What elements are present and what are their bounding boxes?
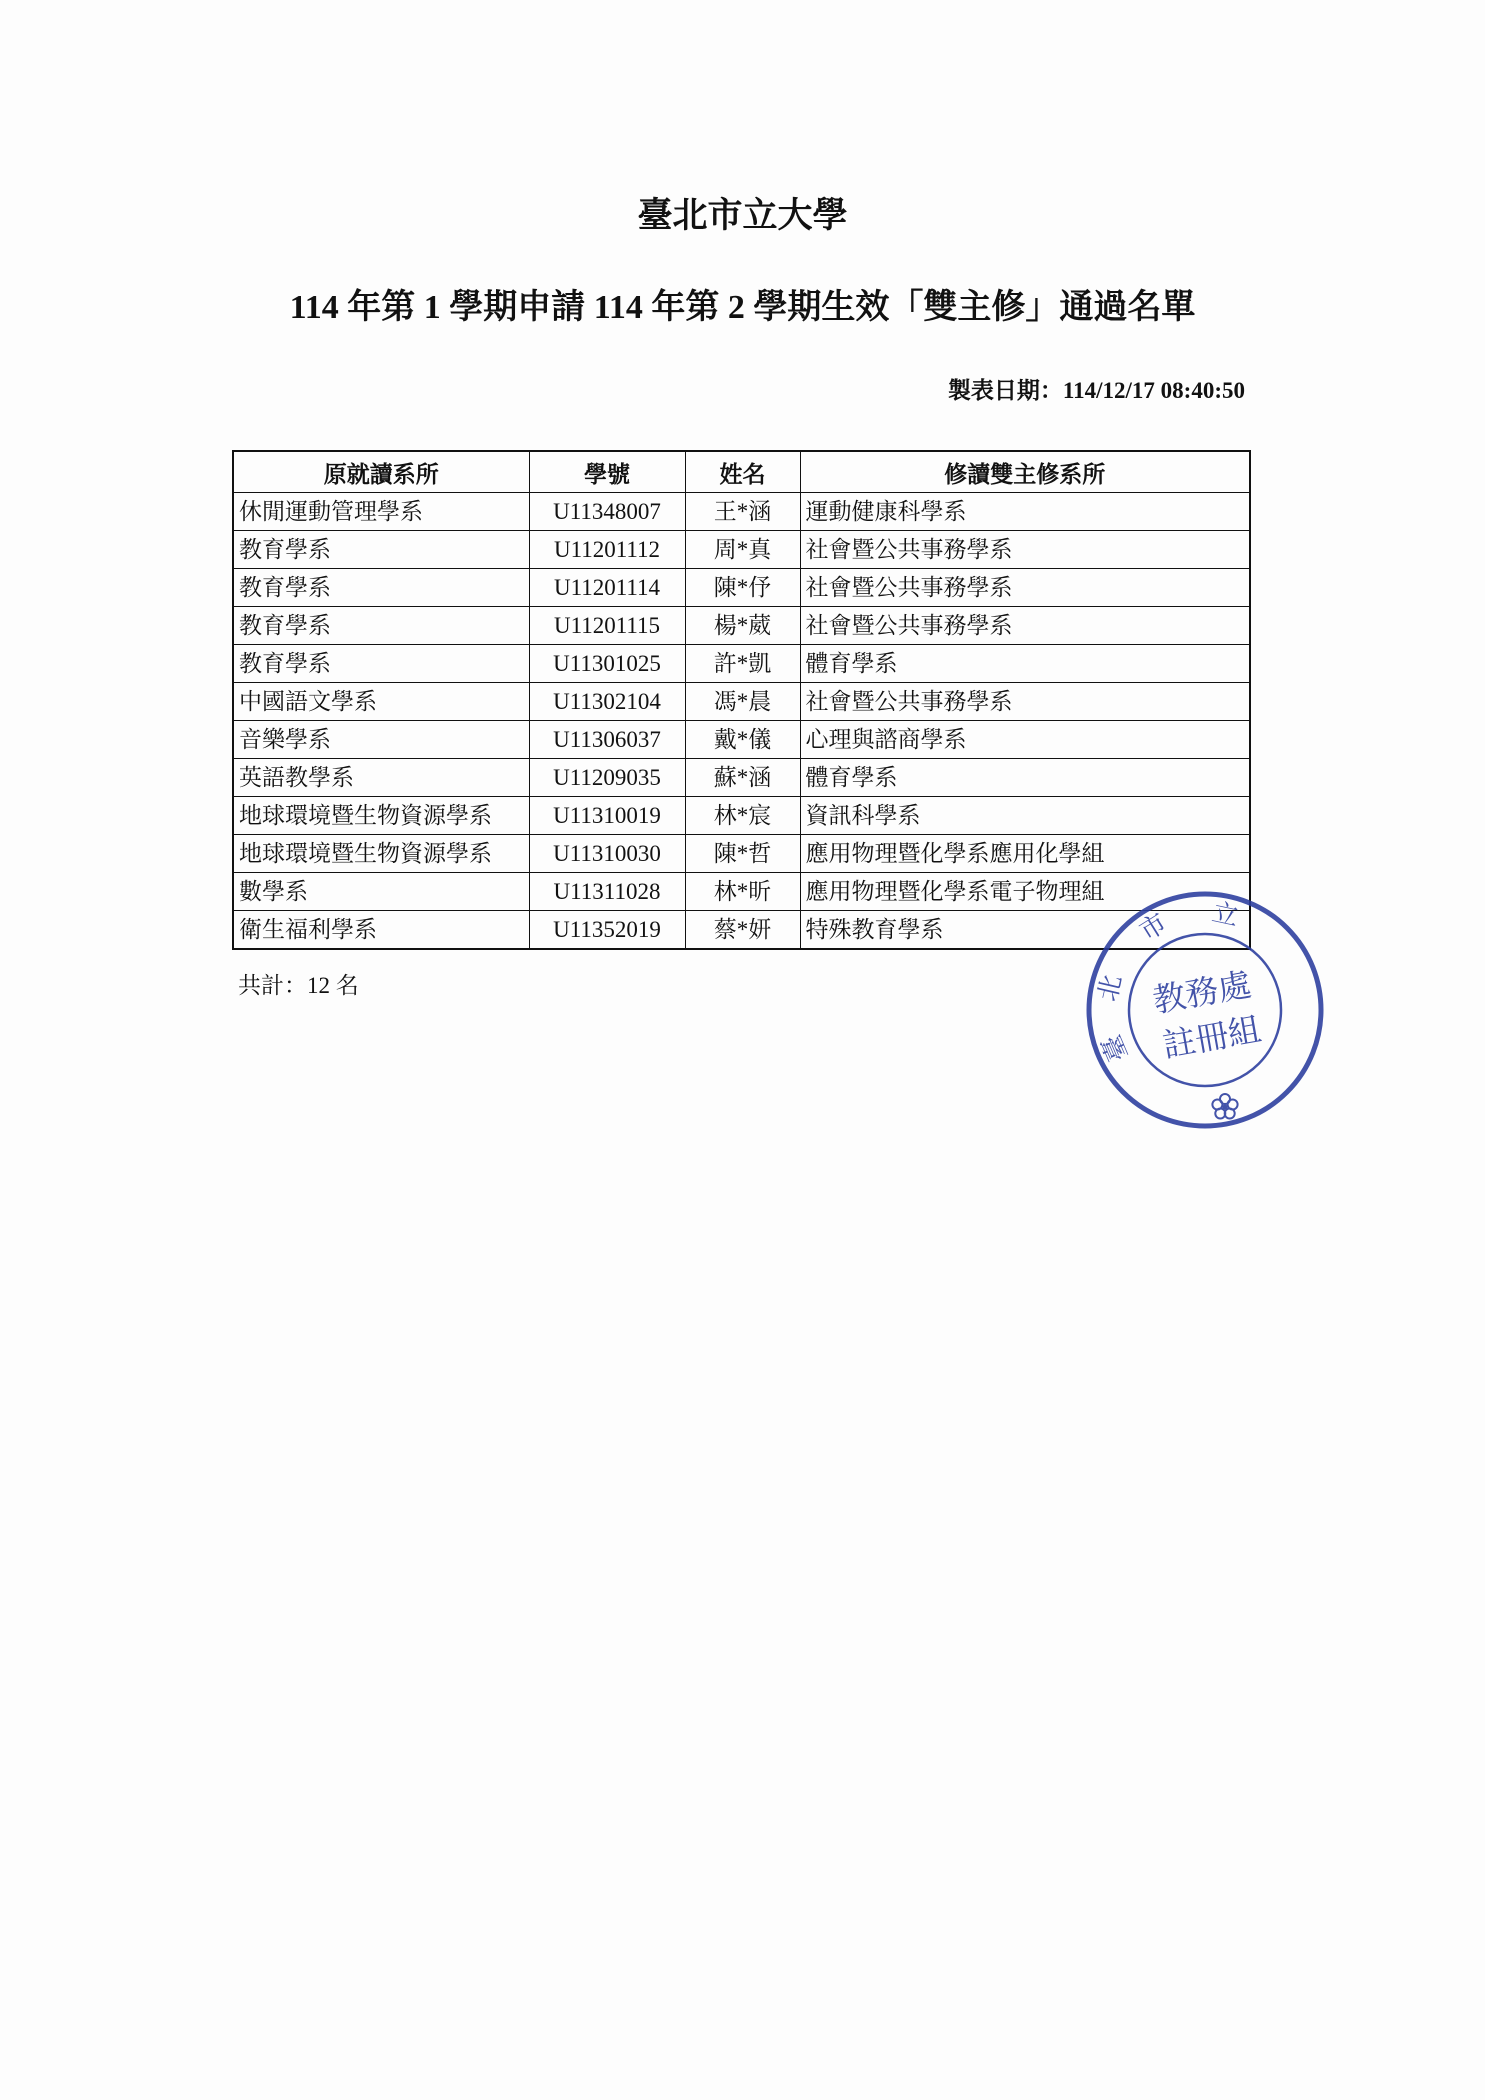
cell-major-dept: 應用物理暨化學系電子物理組: [800, 873, 1250, 911]
table-header: [233, 451, 1250, 493]
cell-original-dept: 數學系: [233, 873, 529, 911]
cell-original-dept: 教育學系: [233, 645, 529, 683]
cell-major-dept: 特殊教育學系: [800, 911, 1250, 950]
cell-student-name: 周*真: [685, 531, 800, 569]
cell-student-id: U11310030: [529, 835, 685, 873]
cell-major-dept: 社會暨公共事務學系: [800, 531, 1250, 569]
cell-student-name: 林*昕: [685, 873, 800, 911]
cell-student-name: 林*宸: [685, 797, 800, 835]
table-row: [233, 569, 1250, 607]
table-row: [233, 531, 1250, 569]
header-student-id: 學號: [529, 451, 685, 493]
cell-student-name: 王*涵: [685, 493, 800, 531]
header-major-dept: 修讀雙主修系所: [800, 451, 1250, 493]
cell-student-id: U11201112: [529, 531, 685, 569]
cell-major-dept: 社會暨公共事務學系: [800, 569, 1250, 607]
cell-original-dept: 衛生福利學系: [233, 911, 529, 950]
total-count: 共計：12 名: [238, 973, 359, 998]
seal-ring-char: 臺: [1096, 1030, 1135, 1066]
cell-major-dept: 社會暨公共事務學系: [800, 607, 1250, 645]
creation-date: 製表日期：114/12/17 08:40:50: [947, 378, 1245, 403]
cell-original-dept: 休閒運動管理學系: [233, 493, 529, 531]
cell-major-dept: 社會暨公共事務學系: [800, 683, 1250, 721]
cell-student-name: 陳*哲: [685, 835, 800, 873]
cell-student-id: U11302104: [529, 683, 685, 721]
cell-original-dept: 音樂學系: [233, 721, 529, 759]
cell-original-dept: 中國語文學系: [233, 683, 529, 721]
page-title: 臺北市立大學: [637, 196, 848, 235]
cell-original-dept: 地球環境暨生物資源學系: [233, 797, 529, 835]
cell-major-dept: 心理與諮商學系: [800, 721, 1250, 759]
seal-ring-char: 立: [1209, 897, 1242, 933]
cell-original-dept: 教育學系: [233, 607, 529, 645]
cell-major-dept: 運動健康科學系: [800, 493, 1250, 531]
cell-student-id: U11201114: [529, 569, 685, 607]
cell-student-id: U11348007: [529, 493, 685, 531]
seal-ring-char: 北: [1092, 972, 1129, 1005]
seal-line-office: 教務處: [1149, 964, 1255, 1021]
cell-original-dept: 教育學系: [233, 531, 529, 569]
cell-original-dept: 地球環境暨生物資源學系: [233, 835, 529, 873]
cell-student-name: 蔡*妍: [685, 911, 800, 950]
cell-major-dept: 體育學系: [800, 759, 1250, 797]
cell-student-id: U11201115: [529, 607, 685, 645]
cell-student-id: U11310019: [529, 797, 685, 835]
cell-student-id: U11209035: [529, 759, 685, 797]
cell-student-name: 許*凱: [685, 645, 800, 683]
plum-blossom-icon: [1212, 1094, 1237, 1119]
cell-student-name: 戴*儀: [685, 721, 800, 759]
cell-student-name: 楊*葳: [685, 607, 800, 645]
table-row: [233, 721, 1250, 759]
cell-student-id: U11306037: [529, 721, 685, 759]
table-row: [233, 683, 1250, 721]
approved-list-table: [232, 450, 1251, 950]
seal-line-section: 註冊組: [1159, 1009, 1264, 1066]
table-row: [233, 835, 1250, 873]
cell-major-dept: 體育學系: [800, 645, 1250, 683]
cell-student-name: 蘇*涵: [685, 759, 800, 797]
cell-student-id: U11311028: [529, 873, 685, 911]
cell-major-dept: 應用物理暨化學系應用化學組: [800, 835, 1250, 873]
cell-student-name: 陳*伃: [685, 569, 800, 607]
page-subtitle: 114 年第 1 學期申請 114 年第 2 學期生效「雙主修」通過名單: [289, 289, 1196, 326]
cell-student-id: U11352019: [529, 911, 685, 950]
table-row: [233, 797, 1250, 835]
registration-office-seal: [1075, 880, 1335, 1140]
table-row: [233, 759, 1250, 797]
seal-ring-char: 市: [1134, 908, 1173, 948]
cell-original-dept: 教育學系: [233, 569, 529, 607]
table-row: [233, 607, 1250, 645]
table-row: [233, 493, 1250, 531]
cell-student-name: 馮*晨: [685, 683, 800, 721]
cell-original-dept: 英語教學系: [233, 759, 529, 797]
header-name: 姓名: [685, 451, 800, 493]
seal-center-text: [1150, 964, 1264, 1065]
table-row: [233, 645, 1250, 683]
cell-student-id: U11301025: [529, 645, 685, 683]
header-original-dept: 原就讀系所: [233, 451, 529, 493]
cell-major-dept: 資訊科學系: [800, 797, 1250, 835]
header-row: [233, 451, 1250, 493]
